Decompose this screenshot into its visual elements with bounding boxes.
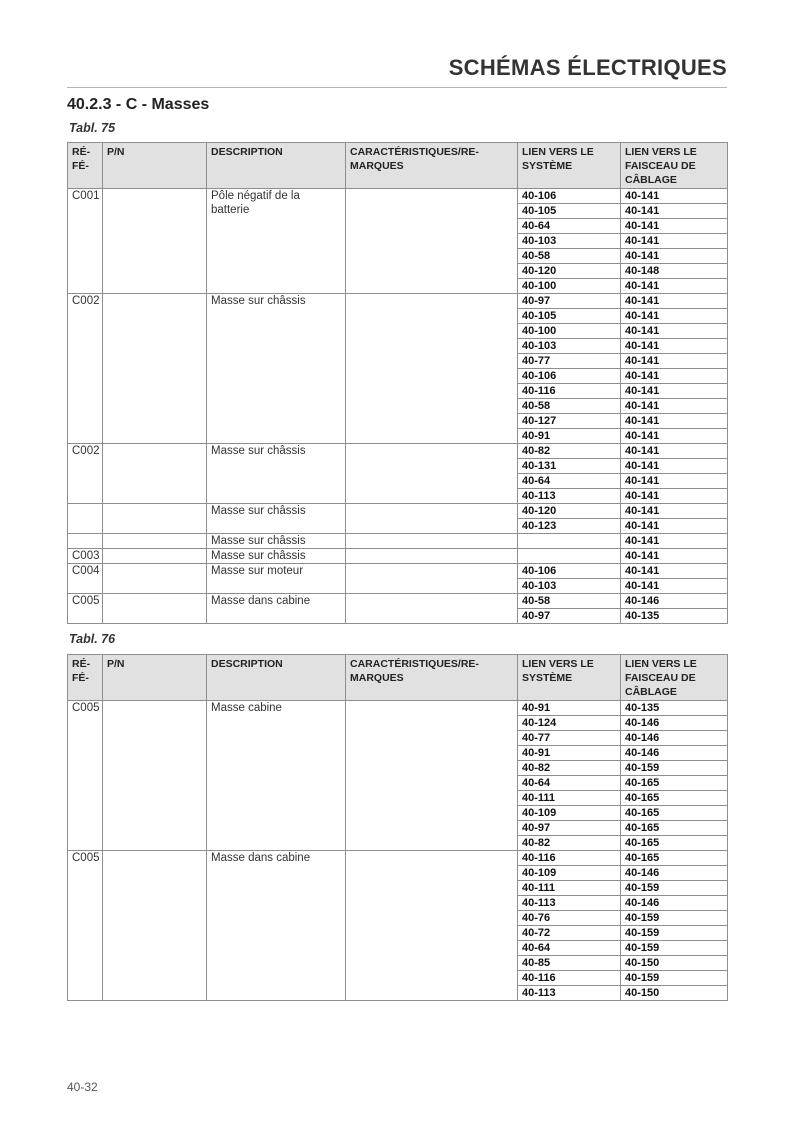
cell-system-link: 40-91	[518, 746, 621, 761]
header-description: DESCRIPTION	[207, 655, 346, 701]
cell-system-link: 40-64	[518, 474, 621, 489]
cell-description: Masse sur châssis	[207, 294, 346, 444]
cell-ref: C005	[68, 851, 103, 1001]
cell-harness-link: 40-141	[621, 504, 728, 519]
cell-system-link: 40-97	[518, 294, 621, 309]
header-harness-link: LIEN VERS LE FAISCEAU DE CÂBLAGE	[621, 655, 728, 701]
cell-ref	[68, 534, 103, 549]
cell-system-link: 40-82	[518, 836, 621, 851]
cell-harness-link: 40-146	[621, 594, 728, 609]
cell-characteristics	[346, 594, 518, 624]
cell-pn	[103, 594, 207, 624]
cell-harness-link: 40-159	[621, 911, 728, 926]
section-title: 40.2.3 - C - Masses	[67, 96, 210, 113]
cell-characteristics	[346, 189, 518, 294]
cell-harness-link: 40-141	[621, 519, 728, 534]
cell-system-link: 40-120	[518, 504, 621, 519]
cell-harness-link: 40-141	[621, 234, 728, 249]
cell-harness-link: 40-148	[621, 264, 728, 279]
cell-harness-link: 40-159	[621, 926, 728, 941]
cell-harness-link: 40-141	[621, 399, 728, 414]
header-system-link: LIEN VERS LE SYSTÈME	[518, 143, 621, 189]
cell-harness-link: 40-165	[621, 851, 728, 866]
cell-harness-link: 40-146	[621, 866, 728, 881]
cell-description: Masse dans cabine	[207, 594, 346, 624]
cell-harness-link: 40-141	[621, 324, 728, 339]
cell-description: Masse sur châssis	[207, 444, 346, 504]
header-characteristics: CARACTÉRISTIQUES/RE- MARQUES	[346, 143, 518, 189]
header-pn: P/N	[103, 655, 207, 701]
cell-description: Masse sur châssis	[207, 504, 346, 534]
cell-description: Masse sur châssis	[207, 534, 346, 549]
header-system-link: LIEN VERS LE SYSTÈME	[518, 655, 621, 701]
cell-system-link: 40-85	[518, 956, 621, 971]
cell-system-link	[518, 549, 621, 564]
cell-pn	[103, 549, 207, 564]
cell-harness-link: 40-141	[621, 339, 728, 354]
cell-characteristics	[346, 564, 518, 594]
cell-system-link: 40-113	[518, 489, 621, 504]
table-row	[68, 444, 728, 459]
cell-harness-link: 40-150	[621, 986, 728, 1001]
cell-harness-link: 40-141	[621, 384, 728, 399]
cell-harness-link: 40-141	[621, 459, 728, 474]
table-row	[68, 189, 728, 204]
header-harness-link: LIEN VERS LE FAISCEAU DE CÂBLAGE	[621, 143, 728, 189]
page-number: 40-32	[67, 1080, 98, 1094]
cell-harness-link: 40-141	[621, 489, 728, 504]
cell-harness-link: 40-141	[621, 444, 728, 459]
cell-system-link: 40-123	[518, 519, 621, 534]
cell-harness-link: 40-159	[621, 971, 728, 986]
cell-system-link: 40-106	[518, 189, 621, 204]
cell-system-link: 40-64	[518, 941, 621, 956]
table-row	[68, 594, 728, 609]
cell-harness-link: 40-141	[621, 414, 728, 429]
table-76	[67, 654, 728, 1001]
header-ref: RÉ- FÉ-	[68, 143, 103, 189]
cell-system-link: 40-91	[518, 429, 621, 444]
cell-harness-link: 40-141	[621, 249, 728, 264]
cell-system-link: 40-58	[518, 399, 621, 414]
cell-system-link: 40-97	[518, 609, 621, 624]
page-title: SCHÉMAS ÉLECTRIQUES	[448, 55, 727, 80]
cell-system-link: 40-103	[518, 339, 621, 354]
cell-ref	[68, 504, 103, 534]
cell-pn	[103, 294, 207, 444]
cell-system-link: 40-103	[518, 579, 621, 594]
cell-system-link: 40-131	[518, 459, 621, 474]
cell-system-link: 40-64	[518, 776, 621, 791]
cell-system-link: 40-58	[518, 594, 621, 609]
cell-pn	[103, 564, 207, 594]
cell-harness-link: 40-141	[621, 549, 728, 564]
cell-harness-link: 40-146	[621, 896, 728, 911]
cell-system-link: 40-82	[518, 444, 621, 459]
cell-harness-link: 40-146	[621, 746, 728, 761]
table-row	[68, 504, 728, 519]
cell-system-link: 40-116	[518, 971, 621, 986]
cell-system-link: 40-109	[518, 866, 621, 881]
cell-description: Masse sur châssis	[207, 549, 346, 564]
cell-characteristics	[346, 534, 518, 549]
cell-harness-link: 40-165	[621, 791, 728, 806]
cell-harness-link: 40-159	[621, 941, 728, 956]
page-header	[67, 55, 727, 88]
cell-harness-link: 40-146	[621, 716, 728, 731]
cell-description: Pôle négatif de la batterie	[207, 189, 346, 294]
table-caption-76: Tabl. 76	[69, 632, 116, 646]
cell-system-link: 40-106	[518, 564, 621, 579]
cell-harness-link: 40-159	[621, 761, 728, 776]
header-characteristics: CARACTÉRISTIQUES/RE- MARQUES	[346, 655, 518, 701]
cell-system-link: 40-116	[518, 851, 621, 866]
cell-pn	[103, 534, 207, 549]
cell-system-link: 40-76	[518, 911, 621, 926]
cell-harness-link: 40-141	[621, 204, 728, 219]
cell-ref: C005	[68, 594, 103, 624]
cell-system-link: 40-113	[518, 986, 621, 1001]
cell-description: Masse cabine	[207, 701, 346, 851]
cell-system-link: 40-106	[518, 369, 621, 384]
header-ref: RÉ- FÉ-	[68, 655, 103, 701]
cell-characteristics	[346, 701, 518, 851]
cell-ref: C002	[68, 294, 103, 444]
cell-description: Masse sur moteur	[207, 564, 346, 594]
cell-harness-link: 40-141	[621, 474, 728, 489]
cell-system-link: 40-109	[518, 806, 621, 821]
table-row	[68, 564, 728, 579]
cell-ref: C004	[68, 564, 103, 594]
cell-harness-link: 40-141	[621, 534, 728, 549]
cell-harness-link: 40-165	[621, 776, 728, 791]
cell-pn	[103, 189, 207, 294]
cell-system-link: 40-111	[518, 791, 621, 806]
cell-system-link: 40-97	[518, 821, 621, 836]
cell-system-link: 40-58	[518, 249, 621, 264]
cell-harness-link: 40-165	[621, 806, 728, 821]
cell-system-link: 40-82	[518, 761, 621, 776]
table-caption-75: Tabl. 75	[69, 121, 116, 135]
cell-pn	[103, 444, 207, 504]
cell-harness-link: 40-159	[621, 881, 728, 896]
cell-ref: C003	[68, 549, 103, 564]
cell-pn	[103, 701, 207, 851]
cell-characteristics	[346, 549, 518, 564]
table-header-row	[68, 655, 728, 701]
cell-system-link: 40-100	[518, 279, 621, 294]
cell-characteristics	[346, 504, 518, 534]
table-75	[67, 142, 728, 624]
cell-system-link: 40-127	[518, 414, 621, 429]
cell-pn	[103, 504, 207, 534]
cell-harness-link: 40-141	[621, 219, 728, 234]
cell-ref: C001	[68, 189, 103, 294]
cell-harness-link: 40-141	[621, 354, 728, 369]
table-row	[68, 851, 728, 866]
cell-ref: C005	[68, 701, 103, 851]
cell-system-link: 40-105	[518, 204, 621, 219]
cell-system-link: 40-120	[518, 264, 621, 279]
cell-system-link: 40-64	[518, 219, 621, 234]
cell-system-link: 40-91	[518, 701, 621, 716]
cell-harness-link: 40-165	[621, 836, 728, 851]
cell-harness-link: 40-141	[621, 429, 728, 444]
cell-harness-link: 40-135	[621, 701, 728, 716]
cell-harness-link: 40-135	[621, 609, 728, 624]
header-pn: P/N	[103, 143, 207, 189]
cell-pn	[103, 851, 207, 1001]
cell-system-link: 40-77	[518, 354, 621, 369]
table-row	[68, 294, 728, 309]
cell-harness-link: 40-141	[621, 579, 728, 594]
cell-system-link: 40-111	[518, 881, 621, 896]
cell-system-link: 40-100	[518, 324, 621, 339]
table-header-row	[68, 143, 728, 189]
cell-characteristics	[346, 444, 518, 504]
cell-system-link: 40-113	[518, 896, 621, 911]
cell-harness-link: 40-141	[621, 564, 728, 579]
cell-system-link: 40-72	[518, 926, 621, 941]
cell-system-link: 40-124	[518, 716, 621, 731]
cell-system-link: 40-77	[518, 731, 621, 746]
cell-harness-link: 40-141	[621, 309, 728, 324]
header-description: DESCRIPTION	[207, 143, 346, 189]
cell-system-link: 40-105	[518, 309, 621, 324]
cell-harness-link: 40-150	[621, 956, 728, 971]
table-row	[68, 701, 728, 716]
cell-harness-link: 40-141	[621, 294, 728, 309]
cell-harness-link: 40-146	[621, 731, 728, 746]
cell-description: Masse dans cabine	[207, 851, 346, 1001]
table-row	[68, 549, 728, 564]
cell-harness-link: 40-165	[621, 821, 728, 836]
cell-ref: C002	[68, 444, 103, 504]
cell-characteristics	[346, 294, 518, 444]
cell-system-link: 40-103	[518, 234, 621, 249]
table-row	[68, 534, 728, 549]
cell-harness-link: 40-141	[621, 369, 728, 384]
cell-harness-link: 40-141	[621, 189, 728, 204]
cell-harness-link: 40-141	[621, 279, 728, 294]
cell-characteristics	[346, 851, 518, 1001]
cell-system-link: 40-116	[518, 384, 621, 399]
cell-system-link	[518, 534, 621, 549]
